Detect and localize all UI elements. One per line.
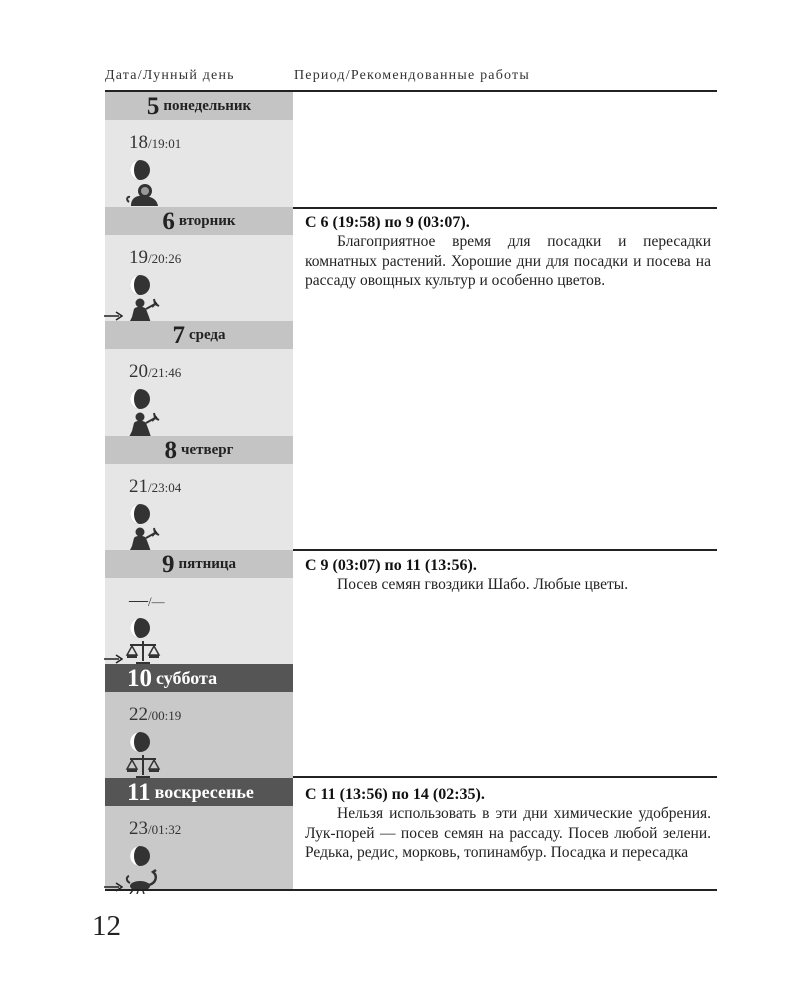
lunar-day <box>129 704 181 726</box>
lunar-day-time: /23:04 <box>148 480 182 495</box>
day-number: 6 <box>162 207 175 235</box>
lunar-day-time: /01:32 <box>148 822 182 837</box>
lunar-day <box>129 361 181 383</box>
libra-icon <box>125 640 161 666</box>
lunar-day <box>129 247 181 269</box>
lunar-day-time: /00:19 <box>148 708 182 723</box>
day-number: 8 <box>164 436 178 464</box>
day-header <box>105 207 293 235</box>
lunar-day-number: 23 <box>129 818 148 839</box>
period-title: С 11 (13:56) по 14 (02:35). <box>305 786 485 803</box>
waxing-moon-icon <box>129 388 151 410</box>
column-header-date: Дата/Лунный день <box>105 68 235 83</box>
date-column <box>105 92 293 889</box>
day-header <box>105 321 293 349</box>
section-divider <box>293 207 717 209</box>
lunar-day-time: /— <box>148 594 165 609</box>
day-header <box>105 550 293 578</box>
lunar-day <box>129 590 165 612</box>
period-text: Нельзя использовать в эти дни химические удобрения. Лук-порей — посев семян на рассаду. Посев любой зелени. Редька, редис, морковь, топинамбур. Посадка и пересадка <box>305 805 711 861</box>
lunar-day-number: 19 <box>129 247 148 268</box>
weekday: пятница <box>178 555 237 572</box>
recommendation-block <box>305 213 711 291</box>
lunar-day-number: 20 <box>129 361 148 382</box>
day-block <box>105 92 293 207</box>
column-header-period: Период/Рекомендованные работы <box>294 68 530 83</box>
lunar-day-number: 18 <box>129 132 148 153</box>
waxing-moon-icon <box>129 274 151 296</box>
day-block <box>105 321 293 436</box>
lunar-day <box>129 476 181 498</box>
lunar-day-time: /20:26 <box>148 251 182 266</box>
day-block <box>105 550 293 664</box>
weekday: воскресенье <box>154 781 254 802</box>
weekday: четверг <box>181 441 234 458</box>
section-divider <box>293 776 717 778</box>
weekday: вторник <box>178 212 236 229</box>
day-header <box>105 436 293 464</box>
day-block <box>105 778 293 889</box>
section-divider <box>293 549 717 551</box>
libra-icon <box>125 754 161 780</box>
day-block <box>105 664 293 778</box>
lunar-day-time: /21:46 <box>148 365 182 380</box>
sign-change-arrow-icon <box>103 654 123 664</box>
waxing-moon-icon <box>129 503 151 525</box>
waxing-moon-icon <box>129 845 151 867</box>
waxing-moon-icon <box>129 731 151 753</box>
day-number: 7 <box>172 321 185 349</box>
recommendation-block <box>305 785 711 863</box>
weekday: суббота <box>156 667 218 688</box>
day-header <box>105 664 293 692</box>
period-text: Посев семян гвоздики Шабо. Любые цветы. <box>337 576 629 593</box>
weekday: среда <box>188 326 226 343</box>
waxing-moon-icon <box>129 159 151 181</box>
waxing-moon-icon <box>129 617 151 639</box>
day-block <box>105 436 293 550</box>
day-number: 11 <box>127 778 151 806</box>
day-number: 5 <box>146 92 160 120</box>
period-title: С 9 (03:07) по 11 (13:56). <box>305 557 477 574</box>
virgo-icon <box>125 411 161 437</box>
lunar-day-number: 22 <box>129 704 148 725</box>
lunar-day-number: — <box>129 590 148 611</box>
day-header <box>105 778 293 806</box>
day-block <box>105 207 293 321</box>
page-number: 12 <box>92 910 121 942</box>
bottom-rule <box>105 889 717 891</box>
day-number: 9 <box>161 550 175 578</box>
period-text: Благоприятное время для посадки и пересадки комнатных растений. Хорошие дни для посадки и посева на рассаду овощных культур и особенно цветов. <box>305 233 711 289</box>
virgo-icon <box>125 297 161 323</box>
lunar-day <box>129 818 181 840</box>
lunar-day <box>129 132 181 154</box>
lunar-day-time: /19:01 <box>148 136 182 151</box>
day-header <box>105 92 293 120</box>
recommendation-block <box>305 556 711 595</box>
weekday: понедельник <box>163 97 252 114</box>
lunar-day-number: 21 <box>129 476 148 497</box>
leo-icon <box>125 182 161 208</box>
day-number: 10 <box>127 664 152 692</box>
virgo-icon <box>125 526 161 552</box>
period-title: С 6 (19:58) по 9 (03:07). <box>305 214 470 231</box>
sign-change-arrow-icon <box>103 311 123 321</box>
